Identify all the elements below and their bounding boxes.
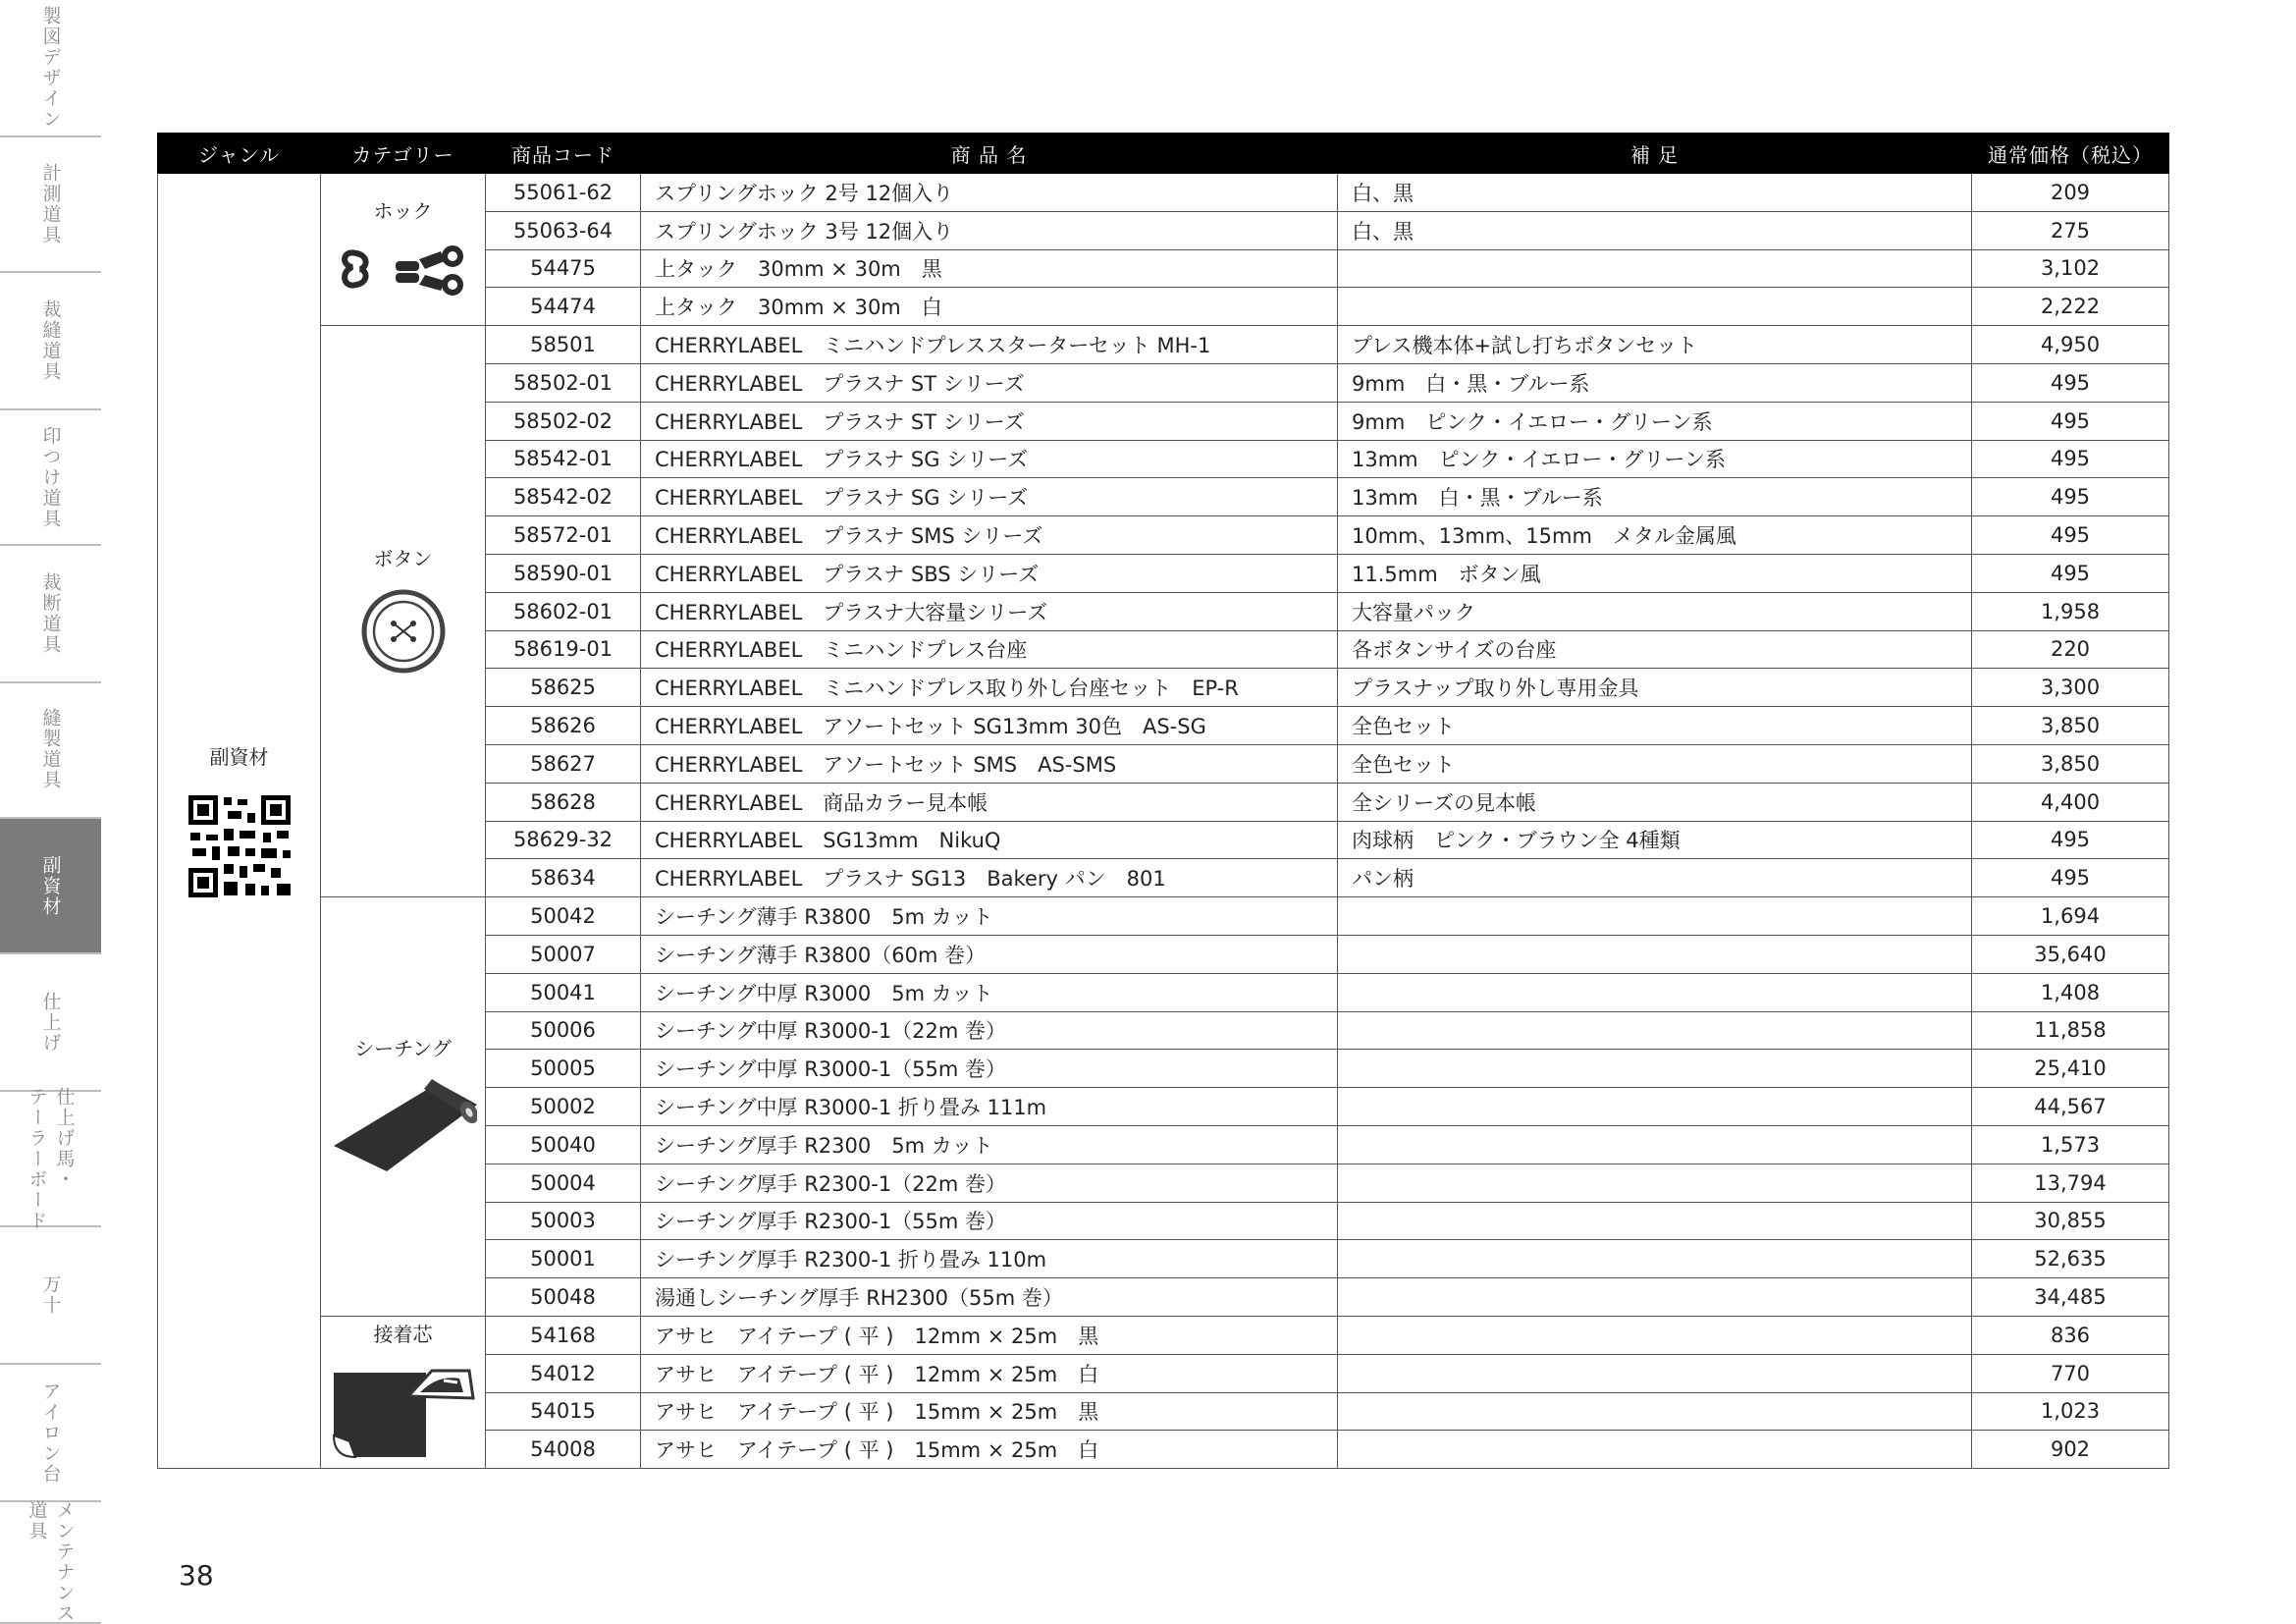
nav-item-label bbox=[26, 1500, 77, 1624]
product-name-cell: アサヒ アイテープ ( 平 ) 15mm × 25m 黒 bbox=[641, 1392, 1338, 1431]
button-icon bbox=[321, 587, 485, 680]
price-cell: 495 bbox=[1972, 554, 2169, 592]
note-cell: 全シリーズの見本帳 bbox=[1338, 783, 1972, 821]
note-cell: 9mm 白・黒・ブルー系 bbox=[1338, 363, 1972, 402]
note-cell: 白、黒 bbox=[1338, 174, 1972, 212]
price-cell: 495 bbox=[1972, 516, 2169, 555]
product-code-cell: 55063-64 bbox=[486, 211, 641, 249]
nav-item-12[interactable] bbox=[0, 1502, 101, 1624]
product-code-cell: 58626 bbox=[486, 707, 641, 745]
product-code-cell: 54015 bbox=[486, 1392, 641, 1431]
note-cell bbox=[1338, 1431, 1972, 1469]
price-cell: 13,794 bbox=[1972, 1164, 2169, 1202]
price-cell: 836 bbox=[1972, 1316, 2169, 1354]
note-cell: 11.5mm ボタン風 bbox=[1338, 554, 1972, 592]
nav-item-2[interactable] bbox=[0, 137, 101, 273]
price-cell: 495 bbox=[1972, 859, 2169, 897]
product-code-cell: 58590-01 bbox=[486, 554, 641, 592]
product-name-cell: CHERRYLABEL 商品カラー見本帳 bbox=[641, 783, 1338, 821]
note-cell: パン柄 bbox=[1338, 859, 1972, 897]
product-name-cell: 上タック 30mm × 30m 黒 bbox=[641, 249, 1338, 288]
note-cell: 白、黒 bbox=[1338, 211, 1972, 249]
category-cell bbox=[321, 326, 486, 897]
price-cell: 1,408 bbox=[1972, 973, 2169, 1011]
nav-item-label bbox=[39, 572, 63, 655]
table-header-row bbox=[158, 134, 2169, 174]
qr-code-icon bbox=[185, 791, 294, 901]
nav-item-label bbox=[39, 163, 63, 245]
product-code-cell: 58572-01 bbox=[486, 516, 641, 555]
header-price: 通常価格（税込） bbox=[1972, 134, 2169, 174]
nav-item-label bbox=[26, 1087, 77, 1231]
product-code-cell: 58634 bbox=[486, 859, 641, 897]
product-name-cell: アサヒ アイテープ ( 平 ) 15mm × 25m 白 bbox=[641, 1431, 1338, 1469]
nav-item-6[interactable] bbox=[0, 681, 101, 819]
note-cell bbox=[1338, 1354, 1972, 1392]
product-code-cell: 50006 bbox=[486, 1011, 641, 1050]
product-name-cell: スプリングホック 3号 12個入り bbox=[641, 211, 1338, 249]
price-cell: 34,485 bbox=[1972, 1278, 2169, 1317]
note-cell: 13mm ピンク・イエロー・グリーン系 bbox=[1338, 440, 1972, 478]
nav-item-label bbox=[39, 992, 63, 1054]
note-cell: 13mm 白・黒・ブルー系 bbox=[1338, 478, 1972, 516]
product-name-cell: CHERRYLABEL プラスナ SG シリーズ bbox=[641, 478, 1338, 516]
price-cell: 495 bbox=[1972, 478, 2169, 516]
page-number: 38 bbox=[179, 1559, 214, 1592]
nav-item-label bbox=[39, 6, 63, 130]
product-code-cell: 50042 bbox=[486, 897, 641, 936]
price-cell: 4,950 bbox=[1972, 326, 2169, 364]
note-cell: 全色セット bbox=[1338, 744, 1972, 783]
side-navigation bbox=[0, 0, 101, 1624]
product-code-cell: 58542-01 bbox=[486, 440, 641, 478]
product-code-cell: 50002 bbox=[486, 1088, 641, 1126]
price-cell: 220 bbox=[1972, 630, 2169, 669]
product-code-cell: 50003 bbox=[486, 1202, 641, 1240]
product-code-cell: 58625 bbox=[486, 669, 641, 707]
nav-item-11[interactable] bbox=[0, 1365, 101, 1502]
price-cell: 11,858 bbox=[1972, 1011, 2169, 1050]
product-code-cell: 54008 bbox=[486, 1431, 641, 1469]
nav-label-line: 道具 bbox=[26, 1500, 48, 1542]
product-code-cell: 54012 bbox=[486, 1354, 641, 1392]
price-cell: 275 bbox=[1972, 211, 2169, 249]
note-cell bbox=[1338, 1316, 1972, 1354]
note-cell bbox=[1338, 973, 1972, 1011]
category-cell bbox=[321, 174, 486, 326]
price-cell: 30,855 bbox=[1972, 1202, 2169, 1240]
product-code-cell: 54474 bbox=[486, 288, 641, 326]
product-code-cell: 58502-01 bbox=[486, 363, 641, 402]
genre-cell bbox=[158, 174, 321, 1469]
product-code-cell: 50005 bbox=[486, 1050, 641, 1088]
nav-item-8[interactable] bbox=[0, 954, 101, 1092]
nav-label-line: 製図デザイン bbox=[39, 6, 62, 130]
nav-label-line: 仕上げ馬・ bbox=[53, 1086, 76, 1190]
note-cell bbox=[1338, 1202, 1972, 1240]
nav-item-4[interactable] bbox=[0, 410, 101, 546]
product-code-cell: 54168 bbox=[486, 1316, 641, 1354]
note-cell bbox=[1338, 249, 1972, 288]
price-cell: 3,102 bbox=[1972, 249, 2169, 288]
product-name-cell: シーチング厚手 R2300-1（22m 巻） bbox=[641, 1164, 1338, 1202]
nav-item-5[interactable] bbox=[0, 546, 101, 683]
table-row bbox=[158, 174, 2169, 212]
price-cell: 3,850 bbox=[1972, 744, 2169, 783]
note-cell bbox=[1338, 1011, 1972, 1050]
product-name-cell: CHERRYLABEL プラスナ SBS シリーズ bbox=[641, 554, 1338, 592]
product-name-cell: シーチング厚手 R2300-1 折り畳み 110m bbox=[641, 1240, 1338, 1278]
note-cell: プラスナップ取り外し専用金具 bbox=[1338, 669, 1972, 707]
note-cell: 9mm ピンク・イエロー・グリーン系 bbox=[1338, 402, 1972, 440]
product-code-cell: 50048 bbox=[486, 1278, 641, 1317]
fabric-roll-icon bbox=[321, 1077, 485, 1180]
price-cell: 1,573 bbox=[1972, 1125, 2169, 1164]
note-cell: 10mm、13mm、15mm メタル金属風 bbox=[1338, 516, 1972, 555]
note-cell bbox=[1338, 1392, 1972, 1431]
table-row bbox=[158, 897, 2169, 936]
nav-item-label bbox=[39, 1381, 63, 1485]
nav-item-1[interactable] bbox=[0, 0, 101, 137]
product-name-cell: シーチング厚手 R2300 5m カット bbox=[641, 1125, 1338, 1164]
nav-label-line: 印つけ道具 bbox=[39, 425, 62, 529]
nav-label-line: 万十 bbox=[39, 1274, 62, 1316]
price-cell: 209 bbox=[1972, 174, 2169, 212]
hook-icon bbox=[321, 240, 485, 303]
note-cell bbox=[1338, 897, 1972, 936]
note-cell bbox=[1338, 1125, 1972, 1164]
nav-label-line: 仕上げ bbox=[39, 991, 62, 1054]
note-cell: 肉球柄 ピンク・ブラウン全 4種類 bbox=[1338, 821, 1972, 859]
product-code-cell: 50041 bbox=[486, 973, 641, 1011]
nav-label-line: テーラーボード bbox=[26, 1086, 48, 1231]
note-cell bbox=[1338, 1164, 1972, 1202]
price-cell: 4,400 bbox=[1972, 783, 2169, 821]
header-category: カテゴリー bbox=[321, 134, 486, 174]
price-cell: 3,850 bbox=[1972, 707, 2169, 745]
nav-label-line: アイロン台 bbox=[39, 1380, 62, 1485]
product-name-cell: シーチング中厚 R3000-1（55m 巻） bbox=[641, 1050, 1338, 1088]
price-cell: 1,023 bbox=[1972, 1392, 2169, 1431]
table-row bbox=[158, 326, 2169, 364]
product-name-cell: CHERRYLABEL SG13mm NikuQ bbox=[641, 821, 1338, 859]
category-cell bbox=[321, 1316, 486, 1468]
header-note: 補 足 bbox=[1338, 134, 1972, 174]
product-code-cell: 58502-02 bbox=[486, 402, 641, 440]
product-code-cell: 58501 bbox=[486, 326, 641, 364]
note-cell: プレス機本体+試し打ちボタンセット bbox=[1338, 326, 1972, 364]
product-code-cell: 50001 bbox=[486, 1240, 641, 1278]
nav-label-line: 副資材 bbox=[39, 854, 62, 917]
product-code-cell: 50007 bbox=[486, 935, 641, 973]
product-code-cell: 55061-62 bbox=[486, 174, 641, 212]
product-name-cell: 湯通しシーチング厚手 RH2300（55m 巻） bbox=[641, 1278, 1338, 1317]
product-name-cell: 上タック 30mm × 30m 白 bbox=[641, 288, 1338, 326]
product-name-cell: シーチング中厚 R3000 5m カット bbox=[641, 973, 1338, 1011]
price-cell: 495 bbox=[1972, 440, 2169, 478]
note-cell bbox=[1338, 1050, 1972, 1088]
price-cell: 495 bbox=[1972, 402, 2169, 440]
category-label: シーチング bbox=[354, 1037, 452, 1061]
note-cell bbox=[1338, 1240, 1972, 1278]
product-code-cell: 58627 bbox=[486, 744, 641, 783]
product-name-cell: シーチング厚手 R2300-1（55m 巻） bbox=[641, 1202, 1338, 1240]
price-cell: 495 bbox=[1972, 821, 2169, 859]
nav-item-7[interactable] bbox=[0, 819, 101, 954]
price-cell: 1,694 bbox=[1972, 897, 2169, 936]
product-name-cell: アサヒ アイテープ ( 平 ) 12mm × 25m 白 bbox=[641, 1354, 1338, 1392]
product-table bbox=[157, 133, 2169, 1469]
note-cell bbox=[1338, 1278, 1972, 1317]
product-code-cell: 50040 bbox=[486, 1125, 641, 1164]
price-cell: 25,410 bbox=[1972, 1050, 2169, 1088]
header-genre: ジャンル bbox=[158, 134, 321, 174]
note-cell: 大容量パック bbox=[1338, 592, 1972, 630]
note-cell bbox=[1338, 1088, 1972, 1126]
product-name-cell: シーチング薄手 R3800（60m 巻） bbox=[641, 935, 1338, 973]
nav-item-label bbox=[39, 426, 63, 529]
product-name-cell: CHERRYLABEL アソートセット SG13mm 30色 AS-SG bbox=[641, 707, 1338, 745]
product-name-cell: CHERRYLABEL ミニハンドプレス台座 bbox=[641, 630, 1338, 669]
product-name-cell: CHERRYLABEL プラスナ SMS シリーズ bbox=[641, 516, 1338, 555]
nav-label-line: 縫製道具 bbox=[39, 708, 62, 790]
product-name-cell: CHERRYLABEL プラスナ ST シリーズ bbox=[641, 402, 1338, 440]
nav-label-line: 計測道具 bbox=[39, 163, 62, 245]
note-cell: 各ボタンサイズの台座 bbox=[1338, 630, 1972, 669]
interfacing-iron-icon bbox=[321, 1363, 485, 1466]
price-cell: 52,635 bbox=[1972, 1240, 2169, 1278]
genre-label: 副資材 bbox=[209, 744, 269, 769]
product-name-cell: アサヒ アイテープ ( 平 ) 12mm × 25m 黒 bbox=[641, 1316, 1338, 1354]
price-cell: 902 bbox=[1972, 1431, 2169, 1469]
product-code-cell: 58629-32 bbox=[486, 821, 641, 859]
nav-label-line: 裁縫道具 bbox=[39, 299, 62, 382]
nav-item-label bbox=[39, 1274, 63, 1316]
category-cell bbox=[321, 897, 486, 1317]
product-name-cell: CHERRYLABEL プラスナ SG シリーズ bbox=[641, 440, 1338, 478]
nav-item-9[interactable] bbox=[0, 1086, 101, 1231]
price-cell: 1,958 bbox=[1972, 592, 2169, 630]
nav-item-label bbox=[39, 855, 63, 917]
product-code-cell: 58628 bbox=[486, 783, 641, 821]
nav-item-label bbox=[39, 299, 63, 382]
nav-item-label bbox=[39, 708, 63, 790]
price-cell: 495 bbox=[1972, 363, 2169, 402]
price-cell: 44,567 bbox=[1972, 1088, 2169, 1126]
product-name-cell: シーチング中厚 R3000-1（22m 巻） bbox=[641, 1011, 1338, 1050]
category-label: ボタン bbox=[373, 546, 433, 570]
product-name-cell: CHERRYLABEL プラスナ ST シリーズ bbox=[641, 363, 1338, 402]
price-cell: 3,300 bbox=[1972, 669, 2169, 707]
product-code-cell: 58602-01 bbox=[486, 592, 641, 630]
note-cell: 全色セット bbox=[1338, 707, 1972, 745]
price-cell: 35,640 bbox=[1972, 935, 2169, 973]
product-name-cell: シーチング薄手 R3800 5m カット bbox=[641, 897, 1338, 936]
note-cell bbox=[1338, 288, 1972, 326]
note-cell bbox=[1338, 935, 1972, 973]
product-name-cell: CHERRYLABEL プラスナ大容量シリーズ bbox=[641, 592, 1338, 630]
product-code-cell: 58619-01 bbox=[486, 630, 641, 669]
table-row bbox=[158, 1316, 2169, 1354]
header-name: 商 品 名 bbox=[641, 134, 1338, 174]
header-code: 商品コード bbox=[486, 134, 641, 174]
price-cell: 2,222 bbox=[1972, 288, 2169, 326]
nav-item-3[interactable] bbox=[0, 273, 101, 410]
product-code-cell: 50004 bbox=[486, 1164, 641, 1202]
product-name-cell: CHERRYLABEL ミニハンドプレス取り外し台座セット EP-R bbox=[641, 669, 1338, 707]
product-name-cell: シーチング中厚 R3000-1 折り畳み 111m bbox=[641, 1088, 1338, 1126]
nav-label-line: 裁断道具 bbox=[39, 572, 62, 655]
product-name-cell: CHERRYLABEL ミニハンドプレススターターセット MH-1 bbox=[641, 326, 1338, 364]
nav-label-line: メンテナンス bbox=[53, 1500, 76, 1624]
nav-item-10[interactable] bbox=[0, 1227, 101, 1365]
category-label: ホック bbox=[373, 199, 433, 224]
product-code-cell: 58542-02 bbox=[486, 478, 641, 516]
product-code-cell: 54475 bbox=[486, 249, 641, 288]
product-name-cell: CHERRYLABEL アソートセット SMS AS-SMS bbox=[641, 744, 1338, 783]
category-label: 接着芯 bbox=[373, 1323, 433, 1346]
price-cell: 770 bbox=[1972, 1354, 2169, 1392]
product-name-cell: CHERRYLABEL プラスナ SG13 Bakery パン 801 bbox=[641, 859, 1338, 897]
product-name-cell: スプリングホック 2号 12個入り bbox=[641, 174, 1338, 212]
